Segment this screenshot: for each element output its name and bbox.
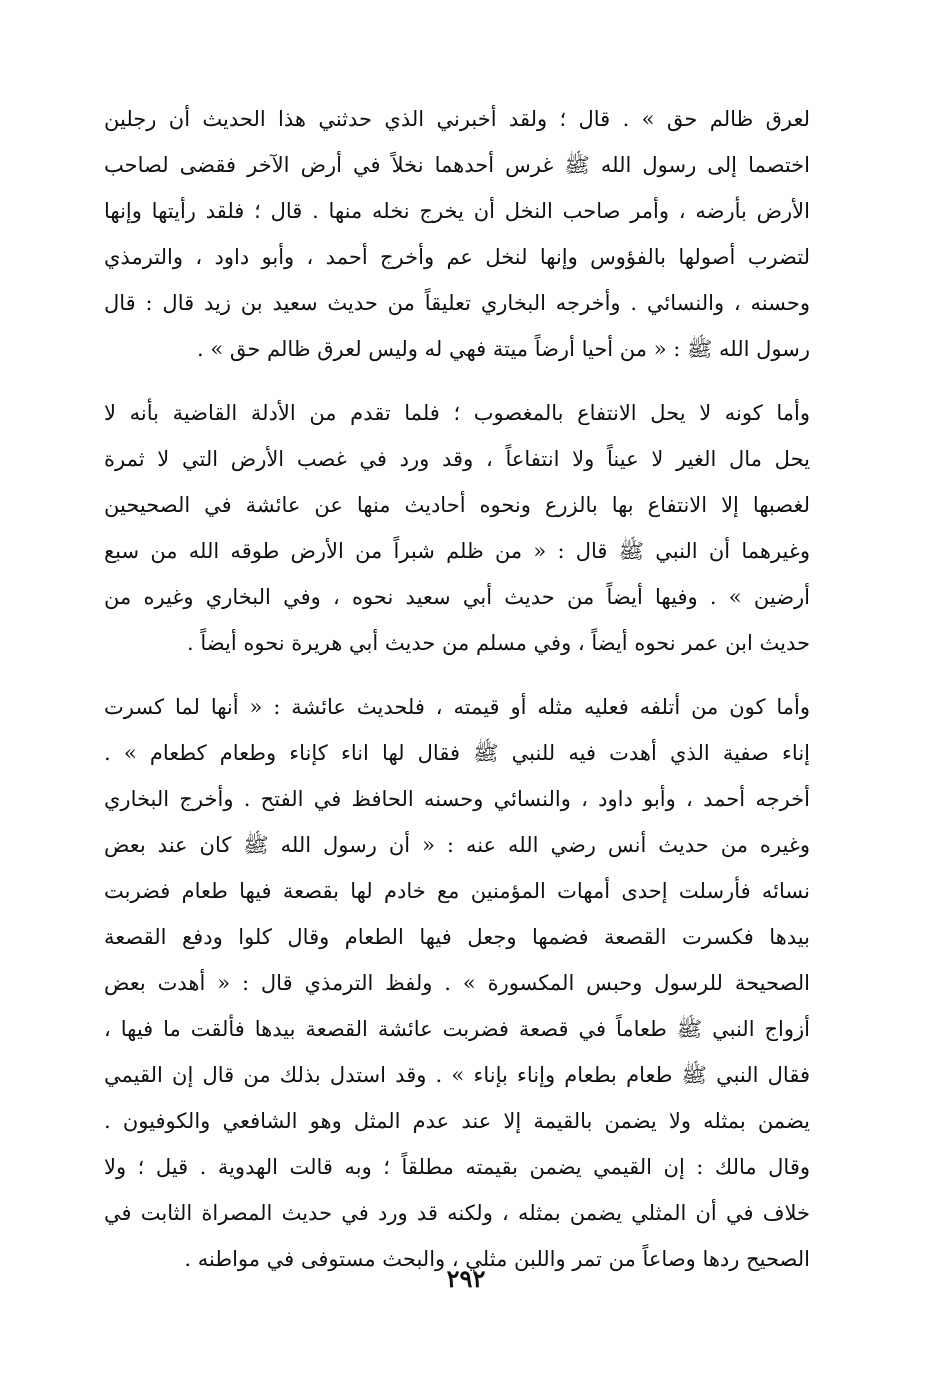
paragraph-3	[104, 684, 810, 1282]
text-line: الأرض بأرضه ، وأمر صاحب النخل أن يخرج نخله منها . قال ؛ فلقد رأيتها وإنها	[104, 199, 810, 223]
text-line: وغيره من حديث أنس رضي الله عنه : « أن رسول الله ﷺ كان عند بعض	[104, 833, 810, 857]
text-line: لغصبها إلا الانتفاع بها بالزرع ونحوه أحاديث منها عن عائشة في الصحيحين	[104, 493, 810, 517]
paragraph-2	[104, 390, 810, 666]
text-line: خلاف في أن المثلي يضمن بمثله ، ولكنه قد ورد في حديث المصراة الثابت في	[104, 1201, 810, 1225]
text-line: وحسنه ، والنسائي . وأخرجه البخاري تعليقاً من حديث سعيد بن زيد قال : قال	[104, 291, 810, 315]
text-line: نسائه فأرسلت إحدى أمهات المؤمنين مع خادم لها بقصعة فيها طعام فضربت	[104, 879, 810, 903]
text-line: بيدها فكسرت القصعة فضمها وجعل فيها الطعام وقال كلوا ودفع القصعة	[104, 925, 810, 949]
paragraph-gap	[104, 666, 810, 684]
text-line: رسول الله ﷺ : « من أحيا أرضاً ميتة فهي له وليس لعرق ظالم حق » .	[197, 337, 810, 361]
page-number: ٢٩٢	[446, 1264, 486, 1293]
page-body	[104, 96, 810, 1282]
text-line: وأما كون من أتلفه فعليه مثله أو قيمته ، فلحديث عائشة : « أنها لما كسرت	[104, 695, 810, 719]
text-line: يحل مال الغير لا عيناً ولا انتفاعاً ، وقد ورد في غصب الأرض التي لا ثمرة	[104, 447, 810, 471]
text-line: الصحيح ردها وصاعاً من تمر واللبن مثلي ، والبحث مستوفى في مواطنه .	[184, 1247, 810, 1271]
text-line: حديث ابن عمر نحوه أيضاً ، وفي مسلم من حديث أبي هريرة نحوه أيضاً .	[187, 631, 810, 655]
paragraph-1	[104, 96, 810, 372]
text-line: يضمن بمثله ولا يضمن بالقيمة إلا عند عدم المثل وهو الشافعي والكوفيون .	[104, 1109, 810, 1133]
text-line: اختصما إلى رسول الله ﷺ غرس أحدهما نخلاً في أرض الآخر فقضى لصاحب	[104, 153, 810, 177]
text-line: وغيرهما أن النبي ﷺ قال : « من ظلم شبراً من الأرض طوقه الله من سبع	[104, 539, 810, 563]
text-line: الصحيحة للرسول وحبس المكسورة » . ولفظ الترمذي قال : « أهدت بعض	[104, 971, 810, 995]
text-line: لعرق ظالم حق » . قال ؛ ولقد أخبرني الذي حدثني هذا الحديث أن رجلين	[104, 107, 810, 131]
text-line: إناء صفية الذي أهدت فيه للنبي ﷺ فقال لها اناء كإناء وطعام كطعام » .	[104, 741, 810, 765]
text-line: أرضين » . وفيها أيضاً من حديث أبي سعيد نحوه ، وفي البخاري وغيره من	[104, 585, 810, 609]
text-line: لتضرب أصولها بالفؤوس وإنها لنخل عم وأخرج أحمد ، وأبو داود ، والترمذي	[104, 245, 810, 269]
text-line: أزواج النبي ﷺ طعاماً في قصعة فضربت عائشة القصعة بيدها فألقت ما فيها ،	[104, 1017, 810, 1041]
text-line: وقال مالك : إن القيمي يضمن بقيمته مطلقاً ؛ وبه قالت الهدوية . قيل ؛ ولا	[104, 1155, 810, 1179]
text-line: وأما كونه لا يحل الانتفاع بالمغصوب ؛ فلما تقدم من الأدلة القاضية بأنه لا	[104, 401, 810, 425]
paragraph-gap	[104, 372, 810, 390]
text-line: فقال النبي ﷺ طعام بطعام وإناء بإناء » . وقد استدل بذلك من قال إن القيمي	[104, 1063, 810, 1087]
text-line: أخرجه أحمد ، وأبو داود ، والنسائي وحسنه الحافظ في الفتح . وأخرج البخاري	[104, 787, 810, 811]
